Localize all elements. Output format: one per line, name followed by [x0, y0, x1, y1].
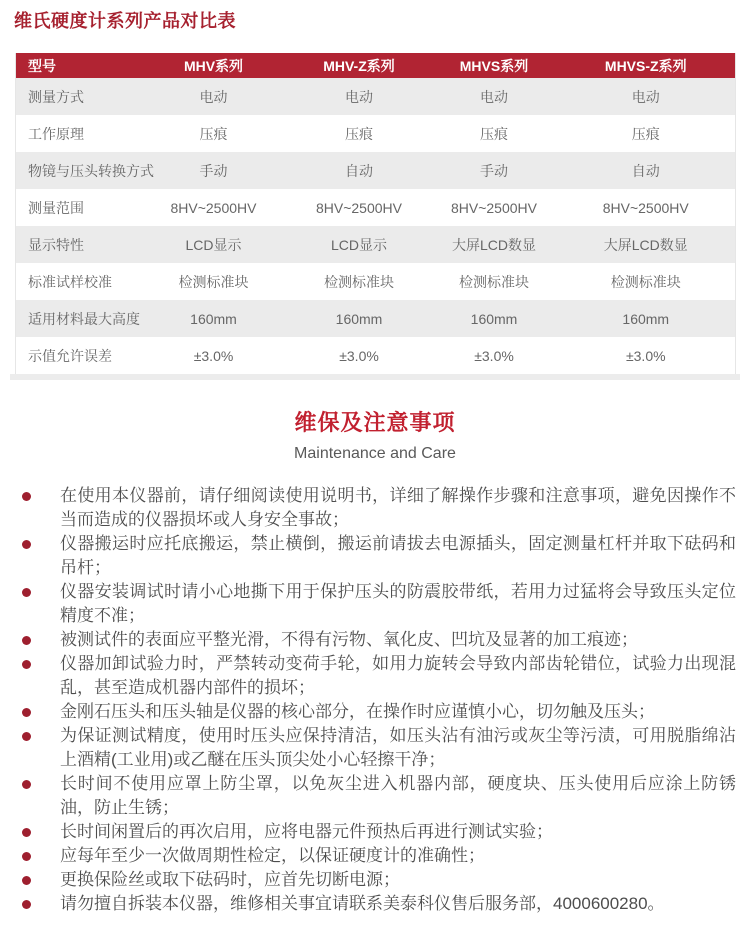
- bullet-dot-icon: [22, 708, 31, 717]
- bullet-dot-icon: [22, 588, 31, 597]
- page-title: 维氏硬度计系列产品对比表: [14, 11, 236, 31]
- row-value: 自动: [345, 162, 373, 179]
- row-value: 压痕: [345, 125, 373, 142]
- note-item: [14, 892, 736, 916]
- row-label: 显示特性: [28, 236, 84, 253]
- note-text: 更换保险丝或取下砝码时，应首先切断电源；: [60, 870, 400, 889]
- bullet-dot-icon: [22, 852, 31, 861]
- row-label: 适用材料最大高度: [28, 310, 140, 327]
- row-value: 160mm: [470, 310, 518, 327]
- note-text: 仪器搬运时应托底搬运，禁止横倒，搬运前请拔去电源插头，固定测量杠杆并取下砝码和吊杆；: [60, 534, 736, 577]
- table-body: [16, 78, 736, 374]
- table-row: [16, 78, 736, 115]
- note-item: [14, 628, 736, 652]
- note-text: 在使用本仪器前，请仔细阅读使用说明书，详细了解操作步骤和注意事项，避免因操作不当而造成的仪器损坏或人身安全事故；: [60, 486, 736, 529]
- row-label: 示值允许误差: [28, 347, 112, 364]
- maintenance-section: [0, 410, 750, 916]
- row-value: 检测标准块: [610, 273, 681, 290]
- bullet-dot-icon: [22, 636, 31, 645]
- row-label: 测量范围: [28, 199, 84, 216]
- row-value: 压痕: [199, 125, 228, 142]
- column-header-series: MHVS系列: [432, 53, 557, 78]
- row-label: 测量方式: [28, 88, 84, 105]
- table-header-row: [16, 53, 736, 78]
- row-value: 压痕: [480, 125, 508, 142]
- row-value: 压痕: [631, 125, 660, 142]
- bullet-dot-icon: [22, 732, 31, 741]
- note-text: 仪器安装调试时请小心地撕下用于保护压头的防震胶带纸，若用力过猛将会导致压头定位精度不准；: [60, 582, 736, 625]
- comparison-table: [15, 53, 736, 374]
- row-value: LCD显示: [185, 236, 242, 253]
- bullet-dot-icon: [22, 492, 31, 501]
- row-value: 8HV~2500HV: [602, 199, 689, 216]
- table-row: [16, 152, 736, 189]
- bullet-dot-icon: [22, 900, 31, 909]
- table-row: [16, 263, 736, 300]
- note-text: 长时间不使用应罩上防尘罩，以免灰尘进入机器内部，硬度块、压头使用后应涂上防锈油，防止生锈；: [60, 774, 736, 817]
- note-text: 应每年至少一次做周期性检定，以保证硬度计的准确性；: [60, 846, 485, 865]
- row-value: ±3.0%: [625, 347, 666, 364]
- row-value: 手动: [480, 162, 508, 179]
- table-row: [16, 189, 736, 226]
- column-header-model: 型号: [16, 53, 141, 78]
- table-row: [16, 115, 736, 152]
- row-value: 手动: [199, 162, 228, 179]
- row-value: 160mm: [335, 310, 383, 327]
- row-value: 电动: [480, 88, 508, 105]
- column-header-series: MHV系列: [141, 53, 287, 78]
- note-text: 仪器加卸试验力时，严禁转动变荷手轮，如用力旋转会导致内部齿轮错位，试验力出现混乱，甚至造成机器内部件的损坏；: [60, 654, 736, 697]
- table-row: [16, 226, 736, 263]
- bullet-dot-icon: [22, 660, 31, 669]
- row-value: 电动: [631, 88, 660, 105]
- note-text: 长时间闲置后的再次启用，应将电器元件预热后再进行测试实验；: [60, 822, 553, 841]
- note-text: 被测试件的表面应平整光滑，不得有污物、氧化皮、凹坑及显著的加工痕迹；: [60, 630, 638, 649]
- section-subheading: Maintenance and Care: [294, 445, 456, 462]
- row-label: 工作原理: [28, 125, 84, 142]
- bullet-dot-icon: [22, 780, 31, 789]
- row-value: 检测标准块: [459, 273, 529, 290]
- row-value: 电动: [345, 88, 373, 105]
- row-value: 8HV~2500HV: [315, 199, 402, 216]
- note-text: 金刚石压头和压头轴是仪器的核心部分，在操作时应谨慎小心，切勿触及压头；: [60, 702, 655, 721]
- note-item: [14, 868, 736, 892]
- row-value: 大屏LCD数显: [451, 236, 536, 253]
- note-text: 为保证测试精度，使用时压头应保持清洁，如压头沾有油污或灰尘等污渍，可用脱脂绵沾上酒精(工业用)或乙醚在压头顶尖处小心轻擦干净；: [60, 726, 736, 769]
- row-value: 8HV~2500HV: [170, 199, 257, 216]
- note-item: [14, 652, 736, 700]
- row-value: 电动: [199, 88, 228, 105]
- note-item: [14, 532, 736, 580]
- note-item: [14, 820, 736, 844]
- row-value: ±3.0%: [193, 347, 234, 364]
- row-value: ±3.0%: [474, 347, 514, 364]
- product-page: [0, 10, 750, 916]
- row-value: 160mm: [190, 310, 237, 327]
- note-item: [14, 484, 736, 532]
- table-row: [16, 300, 736, 337]
- row-value: 检测标准块: [178, 273, 249, 290]
- row-label: 物镜与压头转换方式: [28, 162, 154, 179]
- row-value: 检测标准块: [324, 273, 394, 290]
- column-header-series: MHV-Z系列: [287, 53, 432, 78]
- bullet-dot-icon: [22, 540, 31, 549]
- comparison-table-wrap: [10, 53, 740, 380]
- section-heading: 维保及注意事项: [294, 410, 456, 435]
- row-value: 自动: [631, 162, 660, 179]
- bullet-dot-icon: [22, 828, 31, 837]
- column-header-series: MHVS-Z系列: [557, 53, 736, 78]
- notes-list: [14, 484, 736, 916]
- note-item: [14, 844, 736, 868]
- note-item: [14, 724, 736, 772]
- row-label: 标准试样校准: [28, 273, 112, 290]
- table-bottom-band: [10, 374, 740, 380]
- row-value: LCD显示: [330, 236, 387, 253]
- note-text: 请勿擅自拆装本仪器，维修相关事宜请联系美泰科仪售后服务部，4000600280。: [60, 894, 665, 913]
- row-value: ±3.0%: [339, 347, 379, 364]
- bullet-dot-icon: [22, 876, 31, 885]
- row-value: 大屏LCD数显: [603, 236, 688, 253]
- note-item: [14, 772, 736, 820]
- row-value: 8HV~2500HV: [450, 199, 537, 216]
- note-item: [14, 580, 736, 628]
- table-row: [16, 337, 736, 374]
- note-item: [14, 700, 736, 724]
- row-value: 160mm: [622, 310, 670, 327]
